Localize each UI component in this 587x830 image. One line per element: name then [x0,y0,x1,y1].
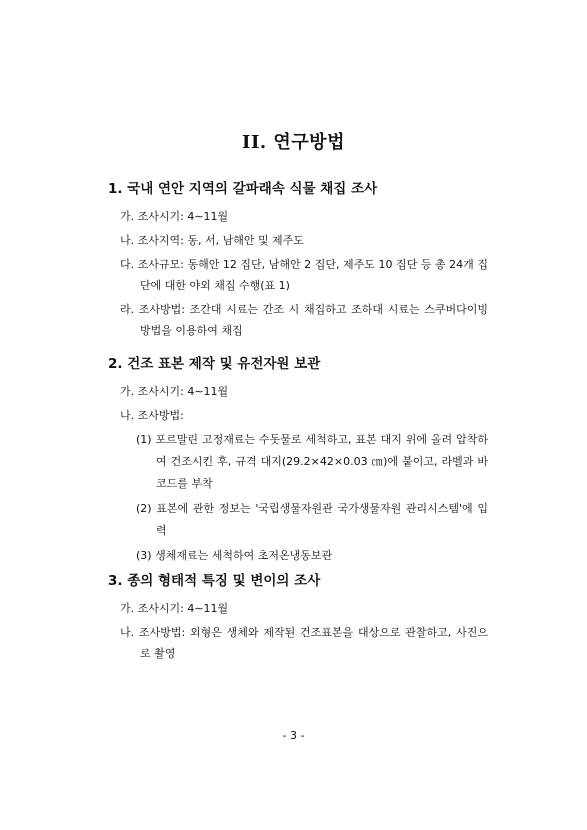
section-heading: 1. 국내 연안 지역의 갈파래속 식물 채집 조사 [108,181,378,197]
list-item: 나. 조사지역: 동, 서, 남해안 및 제주도 [120,234,304,247]
section-3 [108,570,488,667]
sub-list-item: (1) 포르말린 고정재료는 수돗물로 세척하고, 표본 대지 위에 올려 압착하여 건조시킨 후, 규격 대지(29.2×42×0.03 ㎝)에 붙이고, 라벨과 바코드를 부착 [136,433,488,490]
list-item: 가. 조사시기: 4∼11월 [120,602,229,615]
section-1 [108,178,488,344]
list-item: 라. 조사방법: 조간대 시료는 간조 시 채집하고 조하대 시료는 스쿠버다이빙 방법을 이용하여 채집 [120,303,488,337]
list-item: 가. 조사시기: 4∼11월 [120,385,229,398]
section-heading: 3. 종의 형태적 특징 및 변이의 조사 [108,573,321,589]
section-2 [108,353,488,570]
list-item: 다. 조사규모: 동해안 12 집단, 남해안 2 집단, 제주도 10 집단 등 총 24개 집단에 대한 야외 채집 수행(표 1) [120,258,488,292]
sub-list-item: (2) 표본에 관한 정보는 '국립생물자원관 국가생물자원 관리시스템'에 입력 [136,502,488,537]
section-heading: 2. 건조 표본 제작 및 유전자원 보관 [108,356,321,372]
list-item: 나. 조사방법: 외형은 생체와 제작된 건조표본을 대상으로 관찰하고, 사진으로 촬영 [120,626,488,660]
list-item: 가. 조사시기: 4∼11월 [120,210,229,223]
sub-list-item: (3) 생체재료는 세척하여 초저온냉동보관 [136,549,333,562]
chapter-title: II. 연구방법 [242,132,345,153]
list-item: 나. 조사방법: [120,409,184,422]
page-number: - 3 - [282,729,305,742]
